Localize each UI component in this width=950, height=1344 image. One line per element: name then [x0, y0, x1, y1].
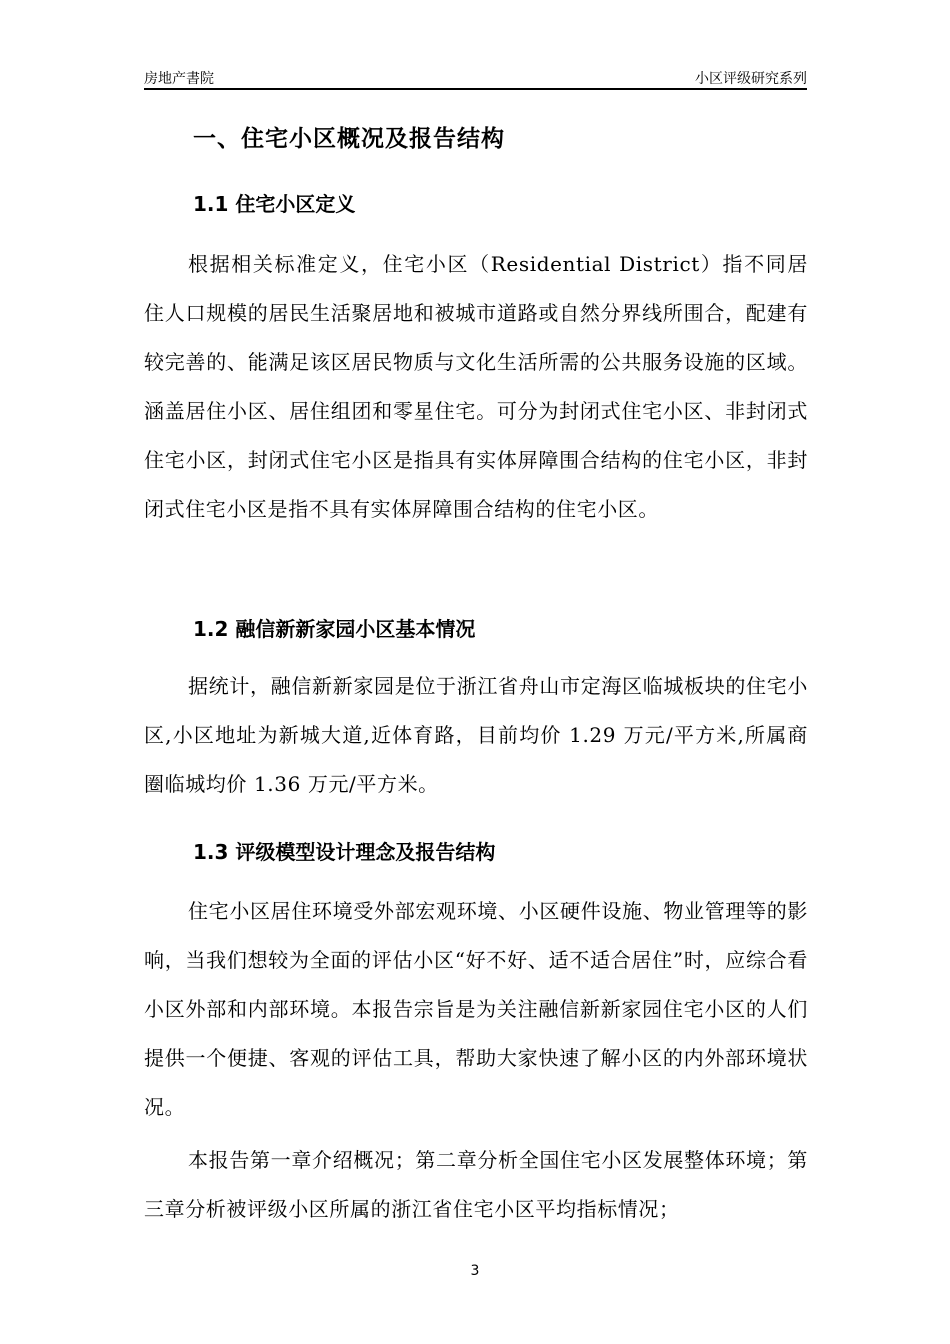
- section-1-1-title: 1.1 住宅小区定义: [193, 192, 356, 216]
- section-1-2-paragraph: 据统计，融信新新家园是位于浙江省舟山市定海区临城板块的住宅小区,小区地址为新城大道,近体育路，目前均价 1.29 万元/平方米,所属商圈临城均价 1.36 万元/平方米。: [144, 674, 808, 796]
- section-1-3-paragraph-1: 住宅小区居住环境受外部宏观环境、小区硬件设施、物业管理等的影响，当我们想较为全面的评估小区“好不好、适不适合居住”时，应综合看小区外部和内部环境。本报告宗旨是为关注融信新新家园住宅小区的人们提供一个便捷、客观的评估工具，帮助大家快速了解小区的内外部环境状况。: [144, 899, 808, 1119]
- section-1-2-title: 1.2 融信新新家园小区基本情况: [193, 617, 476, 641]
- section-1-3-title: 1.3 评级模型设计理念及报告结构: [193, 840, 496, 864]
- section-1-1-paragraph: 根据相关标准定义，住宅小区（Residential District）指不同居住人口规模的居民生活聚居地和被城市道路或自然分界线所围合，配建有较完善的、能满足该区居民物质与文化生活所需的公共服务设施的区域。涵盖居住小区、居住组团和零星住宅。可分为封闭式住宅小区、非封闭式住宅小区，封闭式住宅小区是指具有实体屏障围合结构的住宅小区，非封闭式住宅小区是指不具有实体屏障围合结构的住宅小区。: [144, 252, 808, 521]
- page-number: 3: [470, 1263, 480, 1279]
- header-series-title: 小区评级研究系列: [695, 71, 807, 87]
- page-header: [144, 66, 807, 90]
- chapter-title: 一、住宅小区概况及报告结构: [193, 126, 505, 152]
- section-1-3-paragraph-2: 本报告第一章介绍概况；第二章分析全国住宅小区发展整体环境；第三章分析被评级小区所属的浙江省住宅小区平均指标情况；: [144, 1148, 808, 1221]
- header-publisher: 房地产書院: [144, 71, 214, 87]
